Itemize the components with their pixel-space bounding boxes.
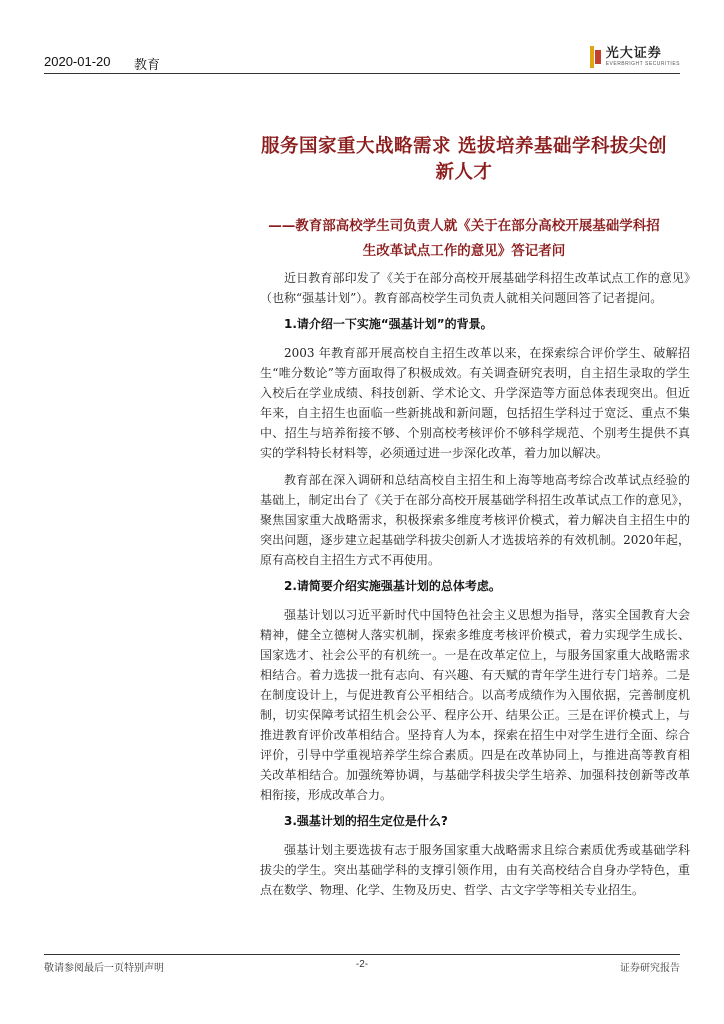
article-body bbox=[260, 268, 690, 907]
page-number: -2- bbox=[355, 959, 369, 970]
article-title bbox=[244, 134, 684, 186]
intro-paragraph: 近日教育部印发了《关于在部分高校开展基础学科招生改革试点工作的意见》（也称“强基计划”）。教育部高校学生司负责人就相关问题回答了记者提问。 bbox=[260, 271, 690, 305]
report-type: 证券研究报告 bbox=[620, 963, 680, 974]
report-category: 教育 bbox=[134, 58, 161, 73]
answer-paragraph: 强基计划以习近平新时代中国特色社会主义思想为指导，落实全国教育大会精神，健全立德树人落实机制，探索多维度考核评价模式，着力实现学生成长、国家选才、社会公平的有机统一。一是在改革定位上，与服务国家重大战略需求相结合。着力选拔一批有志向、有兴趣、有天赋的青年学生进行专门培养。二是在制度设计上，与促进教育公平相结合。以高考成绩作为入围依据，完善制度机制，切实保障考试招生机会公平、程序公开、结果公正。三是在评价模式上，与推进教育评价改革相结合。坚持育人为本，探索在招生中对学生进行全面、综合评价，引导中学重视培养学生综合素质。四是在改革协同上，与推进高等教育相关改革相结合。加强统筹协调，与基础学科拔尖学生培养、加强科技创新等改革相衔接，形成改革合力。 bbox=[260, 608, 690, 802]
question-heading: 3.强基计划的招生定位是什么? bbox=[284, 814, 448, 828]
report-date: 2020-01-20 bbox=[44, 54, 111, 69]
answer-paragraph: 强基计划主要选拔有志于服务国家重大战略需求且综合素质优秀或基础学科拔尖的学生。突出基础学科的支撑引领作用，由有关高校结合自身办学特色，重点在数学、物理、化学、生物及历史、哲学、古文字学等相关专业招生。 bbox=[260, 843, 690, 897]
logo-name-cn: 光大证券 bbox=[605, 46, 662, 61]
article-subtitle-line: ——教育部高校学生司负责人就《关于在部分高校开展基础学科招 bbox=[268, 218, 660, 234]
header-divider bbox=[44, 73, 680, 74]
article-subtitle-line: 生改革试点工作的意见》答记者问 bbox=[362, 243, 566, 259]
everbright-logo bbox=[590, 46, 680, 70]
page-footer bbox=[44, 959, 680, 975]
logo-mark-icon bbox=[590, 46, 602, 68]
logo-name-en: EVERBRIGHT SECURITIES bbox=[605, 61, 680, 67]
article-title-line: 服务国家重大战略需求 选拔培养基础学科拔尖创 bbox=[261, 136, 667, 157]
disclaimer-note: 敬请参阅最后一页特别声明 bbox=[44, 963, 164, 974]
question-heading: 2.请简要介绍实施强基计划的总体考虑。 bbox=[284, 579, 501, 593]
article-title-line: 新人才 bbox=[435, 162, 493, 183]
answer-paragraph: 2003 年教育部开展高校自主招生改革以来，在探索综合评价学生、破解招生“唯分数论”等方面取得了积极成效。有关调查研究表明，自主招生录取的学生入校后在学业成绩、科技创新、学术论文、升学深造等方面总体表现突出。但近年来，自主招生也面临一些新挑战和新问题，包括招生学科过于宽泛、重点不集中、招生与培养衔接不够、个别高校考核评价不够科学规范、个别考生提供不真实的学科特长材料等，必须通过进一步深化改革，着力加以解决。 bbox=[260, 346, 690, 460]
footer-divider bbox=[44, 954, 680, 955]
answer-paragraph: 教育部在深入调研和总结高校自主招生和上海等地高考综合改革试点经验的基础上，制定出台了《关于在部分高校开展基础学科招生改革试点工作的意见》，聚焦国家重大战略需求，积极探索多维度考核评价模式，着力解决自主招生中的突出问题，逐步建立起基础学科拔尖创新人才选拔培养的有效机制。2020年起，原有高校自主招生方式不再使用。 bbox=[260, 473, 690, 567]
page-header bbox=[44, 46, 680, 73]
article-subtitle bbox=[244, 214, 684, 264]
question-heading: 1.请介绍一下实施“强基计划”的背景。 bbox=[284, 317, 493, 331]
